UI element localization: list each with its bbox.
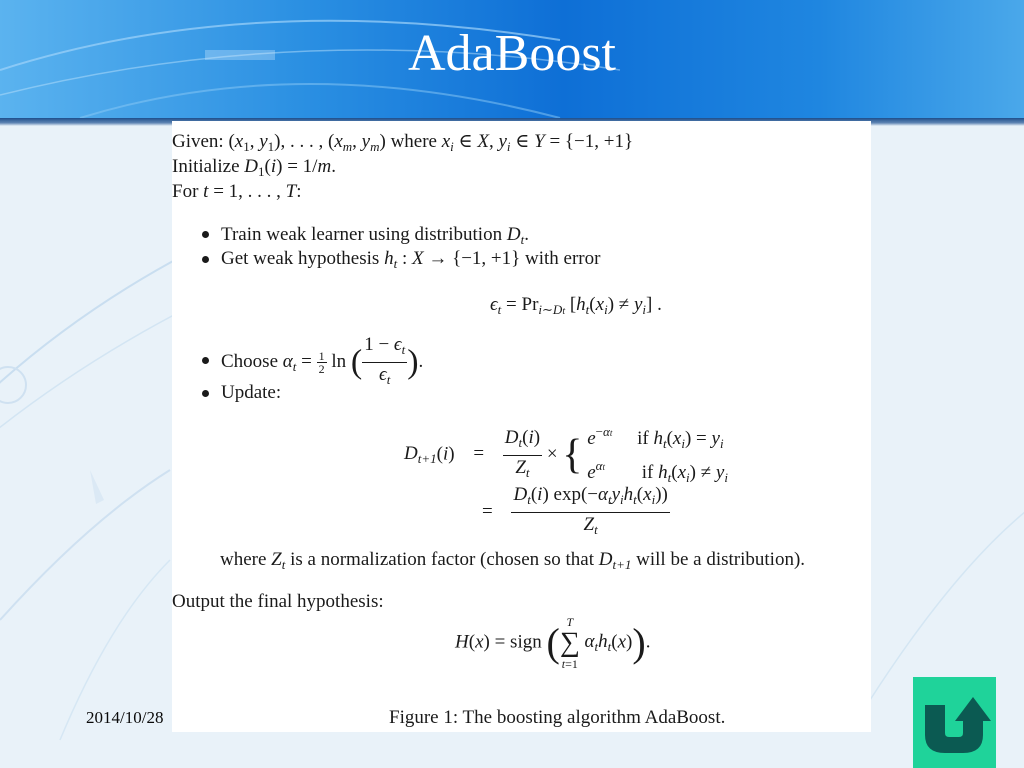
bullet-dot (202, 357, 209, 364)
final-hypothesis-equation: H(x) = sign ( T ∑ t=1 $\alpha_th_t(x)$). (455, 615, 651, 671)
bullet-dot (202, 390, 209, 397)
sign-text: sign (510, 631, 542, 653)
update-equation-expanded: = $\frac{D_t(i) \exp(-\alpha_ty_ih_t(x_i))}{Z_t}$ (482, 484, 668, 537)
choose-text: Choose (221, 350, 278, 372)
figure-caption: Figure 1: The boosting algorithm AdaBoost. (389, 707, 726, 728)
if-text: if (641, 462, 654, 483)
output-label: Output the final hypothesis: (172, 591, 384, 612)
bullet-dot (202, 256, 209, 263)
given-where: where (390, 131, 437, 152)
update-equation: $D_{t+1}(i)$ = $\frac{D_t(i)}{Z_t}$ × { $e^{-\alpha t}$ if $h_t(x_i) = y_i$ $e^{\alpha t}$ if $h_t(x_i) \ne y_i$ (404, 424, 728, 485)
hypothesis-step: Get weak hypothesis $h_t$ : X → {−1, +1} with error (221, 248, 601, 271)
error-equation: $\epsilon_t = Pr_{i\sim Dt}$ $[h_t(x_i) \ne y_i]$ . (490, 294, 662, 317)
normalization-line: where $Z_t$ is a normalization factor (chosen so that $D_{t+1}$ will be a distribution). (220, 549, 806, 572)
choose-step: Choose $\alpha_t$ = $\frac{1}{2}$ ln ( $\frac{1 - \epsilon_t}{\epsilon_t}$ ). (221, 334, 424, 387)
initialize-line: Initialize $D_1(i) = 1/m$. (172, 156, 336, 179)
given-line: Given: ($x_1$, $y_1$), . . . , ($x_m$, $y_m$) where $x_i$ ∈ X, $y_i$ ∈ Y = {−1, +1} (172, 131, 634, 154)
train-step: Train weak learner using distribution $D_t$. (221, 224, 529, 247)
normalization-mid: is a normalization factor (chosen so that (290, 549, 595, 570)
for-line: For t = 1, . . . , T: (172, 181, 302, 202)
bullet-dot (202, 231, 209, 238)
initialize-label: Initialize (172, 156, 240, 177)
for-label: For (172, 181, 199, 202)
train-text: Train weak learner using distribution (221, 224, 503, 245)
return-button[interactable] (913, 677, 996, 768)
algorithm-figure (172, 121, 871, 732)
given-label: Given: (172, 131, 224, 152)
normalization-suffix: will be a distribution). (636, 549, 806, 570)
hypothesis-text: Get weak hypothesis (221, 248, 380, 269)
slide-title: AdaBoost (408, 25, 616, 82)
update-label: Update: (221, 382, 282, 403)
return-arrow-icon (913, 677, 996, 768)
if-text: if (637, 428, 649, 449)
normalization-prefix: where (220, 549, 267, 570)
hypothesis-suffix: with error (525, 248, 601, 269)
slide-date: 2014/10/28 (86, 708, 164, 727)
